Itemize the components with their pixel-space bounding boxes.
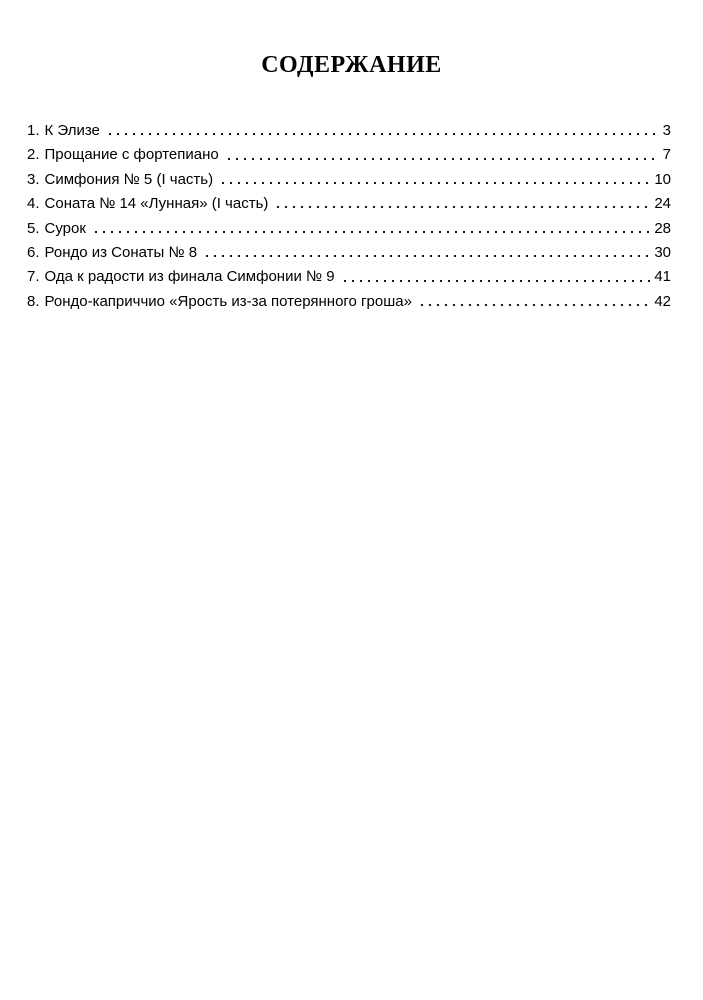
toc-entry-page: 30 <box>654 243 671 261</box>
toc-entry-page: 10 <box>654 170 671 188</box>
toc-entry-number: 3. <box>27 170 40 188</box>
toc-entry-title: Соната № 14 «Лунная» (I часть) <box>44 195 269 213</box>
toc-entry <box>27 143 671 167</box>
dot-leader <box>219 180 651 186</box>
dot-leader <box>274 204 651 210</box>
toc-entry-title: Рондо из Сонаты № 8 <box>44 243 198 261</box>
toc-entry-page: 3 <box>662 122 671 139</box>
toc-entry-title: Рондо-каприччио «Ярость из-за потерянного гроша» <box>44 292 412 310</box>
dot-leader <box>92 229 651 235</box>
toc-entry-number: 7. <box>27 268 40 286</box>
toc-entry <box>27 265 671 289</box>
toc-entry-number: 1. <box>27 122 40 139</box>
toc-entry-number: 2. <box>27 146 40 164</box>
toc-entry <box>27 119 671 143</box>
table-of-contents <box>27 119 671 314</box>
toc-entry-title: Ода к радости из финала Симфонии № 9 <box>44 268 335 286</box>
toc-entry-title: Прощание с фортепиано <box>44 146 219 164</box>
dot-leader <box>225 156 660 162</box>
toc-entry-page: 28 <box>654 219 671 237</box>
toc-entry <box>27 168 671 192</box>
dot-leader <box>203 253 651 259</box>
page-title: СОДЕРЖАНИЕ <box>261 52 442 78</box>
toc-entry <box>27 290 671 314</box>
toc-entry-page: 7 <box>662 146 671 164</box>
toc-entry-page: 24 <box>654 195 671 213</box>
dot-leader <box>341 278 652 284</box>
toc-entry <box>27 192 671 216</box>
toc-entry-page: 41 <box>654 268 671 286</box>
dot-leader <box>418 302 651 308</box>
toc-entry-page: 42 <box>654 292 671 310</box>
toc-entry-title: Сурок <box>44 219 86 237</box>
toc-entry <box>27 241 671 265</box>
toc-entry-title: Симфония № 5 (I часть) <box>44 170 214 188</box>
toc-entry-number: 5. <box>27 219 40 237</box>
toc-entry-title: К Элизе <box>44 122 100 139</box>
toc-entry <box>27 217 671 241</box>
toc-entry-number: 8. <box>27 292 40 310</box>
toc-entry-number: 4. <box>27 195 40 213</box>
toc-entry-number: 6. <box>27 243 40 261</box>
dot-leader <box>106 131 660 137</box>
